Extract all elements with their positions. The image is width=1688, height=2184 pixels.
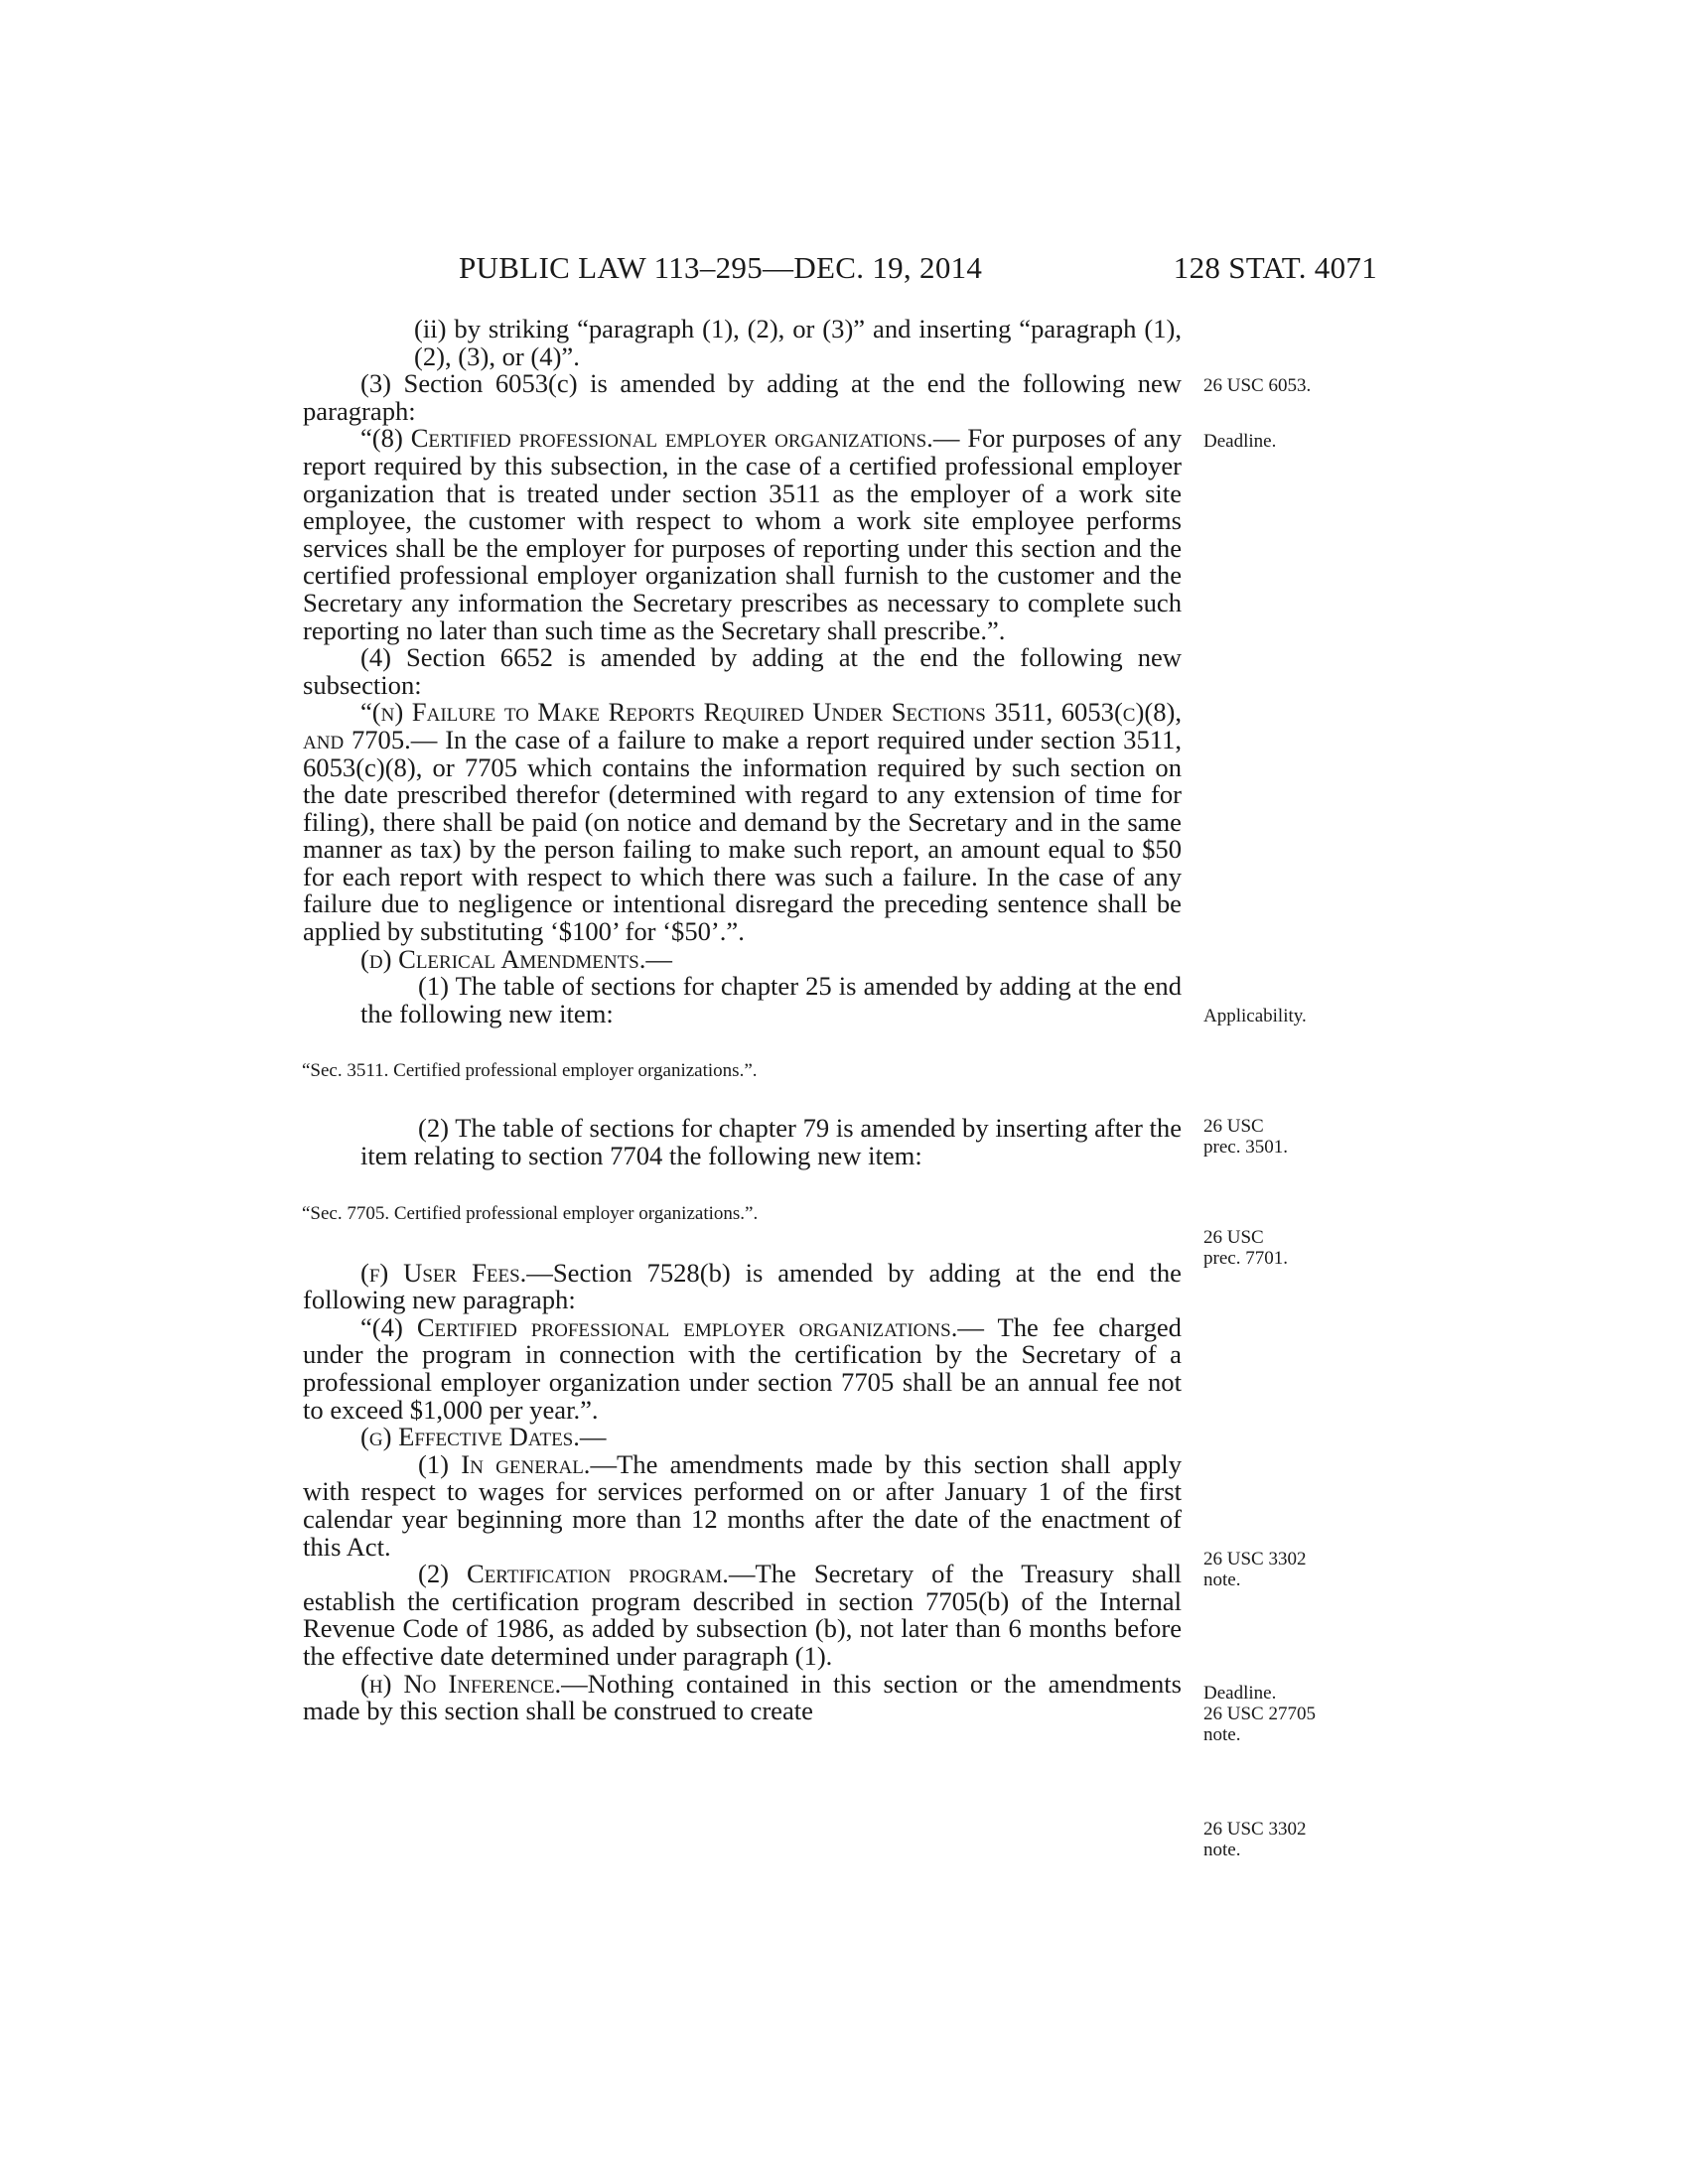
subsection-n [303, 699, 1182, 945]
header-public-law: PUBLIC LAW 113–295—DEC. 19, 2014 [459, 250, 983, 285]
paragraph-g2 [303, 1561, 1182, 1670]
subsection-n-text: In the case of a failure to make a report required under section 3511, 6053(c)(8), or 7705 which contains the information required by such section on the date prescribed therefor (determined with regard to any extension of time for filing), there shall be paid (on notice and demand by the Secretary and in the same manner as tax) by the person failing to make such report, an amount equal to $50 for each report with respect to which there was such a failure. In the case of any failure due to negligence or intentional disregard the preceding sentence shall be applied by substituting ‘$100’ for ‘$50’.”. [303, 724, 1183, 947]
paragraph-ii: (ii) by striking “paragraph (1), (2), or (3)” and inserting “paragraph (1), (2), (3), or (4)”. [414, 314, 1182, 371]
margin-note-deadline: Deadline. [1203, 431, 1277, 452]
margin-note-26-usc-3302-note: 26 USC 3302 note. [1203, 1549, 1307, 1590]
table-item-sec-3511: “Sec. 3511. Certified professional employer organizations.”. [302, 1060, 758, 1082]
margin-note-applicability: Applicability. [1203, 1006, 1307, 1026]
margin-note-26-usc-3302-note-2: 26 USC 3302 note. [1203, 1819, 1307, 1860]
paragraph-f4 [303, 1311, 1182, 1425]
paragraph-g2-heading: (2) Certification program.— [418, 1559, 756, 1589]
paragraph-8 [303, 425, 1182, 644]
table-item-sec-7705: “Sec. 7705. Certified professional employer organizations.”. [302, 1202, 759, 1224]
subsection-f-heading: (f) User Fees.— [360, 1257, 553, 1288]
paragraph-8-heading: “(8) Certified professional employer organizations.— [360, 423, 960, 454]
subsection-h-text: Nothing contained in this section or the amendments made by this section shall be construed to create [303, 1668, 1182, 1726]
header-stat-page: 128 STAT. 4071 [1173, 250, 1377, 285]
paragraph-4: (4) Section 6652 is amended by adding at the end the following new subsection: [303, 642, 1182, 700]
paragraph-d1: (1) The table of sections for chapter 25 is amended by adding at the end the following new item: [360, 971, 1182, 1028]
subsection-f-text: Section 7528(b) is amended by adding at the end the following new paragraph: [303, 1257, 1182, 1315]
margin-note-26-usc-prec-3501: 26 USC prec. 3501. [1203, 1116, 1288, 1158]
paragraph-g1 [303, 1448, 1182, 1562]
subsection-h-heading: (h) No Inference.— [360, 1668, 588, 1699]
subsection-d-heading: (d) Clerical Amendments.— [360, 943, 672, 974]
paragraph-8-text: For purposes of any report required by this subsection, in the case of a certified professional employer organization that is treated under section 3511 as the employer of a work site employee, the customer with respect to whom a work site employee performs services shall be the employer for purposes of reporting under this section and the certified professional employer organization shall furnish to the customer and the Secretary any information the Secretary prescribes as necessary to complete such reporting no later than such time as the Secretary shall prescribe.”. [303, 423, 1182, 645]
document-body [303, 316, 1182, 1725]
subsection-n-heading: “(n) Failure to Make Reports Required Under Sections 3511, 6053(c)(8), and 7705.— [303, 697, 1182, 754]
margin-note-26-usc-prec-7701: 26 USC prec. 7701. [1203, 1227, 1288, 1269]
subsection-h [303, 1668, 1182, 1726]
paragraph-f4-heading: “(4) Certified professional employer organizations.— [360, 1311, 984, 1342]
page-header [459, 250, 1377, 290]
paragraph-g2-text: The Secretary of the Treasury shall establish the certification program described in section 7705(b) of the Internal Revenue Code of 1986, as added by subsection (b), not later than 6 months before the effective date determined under paragraph (1). [303, 1559, 1183, 1671]
paragraph-f4-text: The fee charged under the program in connection with the certification by the Secretary of a professional employer organization under section 7705 shall be an annual fee not to exceed $1,000 per year.”. [303, 1311, 1182, 1425]
subsection-g-heading: (g) Effective Dates.— [360, 1422, 607, 1452]
subsection-f [303, 1257, 1182, 1315]
paragraph-d2: (2) The table of sections for chapter 79 is amended by inserting after the item relating to section 7704 the following new item: [360, 1113, 1182, 1171]
paragraph-g1-heading: (1) In general.— [418, 1448, 618, 1479]
margin-note-deadline-26-usc-27705: Deadline. 26 USC 27705 note. [1203, 1683, 1316, 1745]
paragraph-g1-text: The amendments made by this section shall apply with respect to wages for services performed on or after January 1 of the first calendar year beginning more than 12 months after the date of the enactment of this Act. [303, 1448, 1182, 1562]
paragraph-3: (3) Section 6053(c) is amended by adding at the end the following new paragraph: [303, 368, 1182, 426]
margin-note-26-usc-6053: 26 USC 6053. [1203, 375, 1312, 396]
